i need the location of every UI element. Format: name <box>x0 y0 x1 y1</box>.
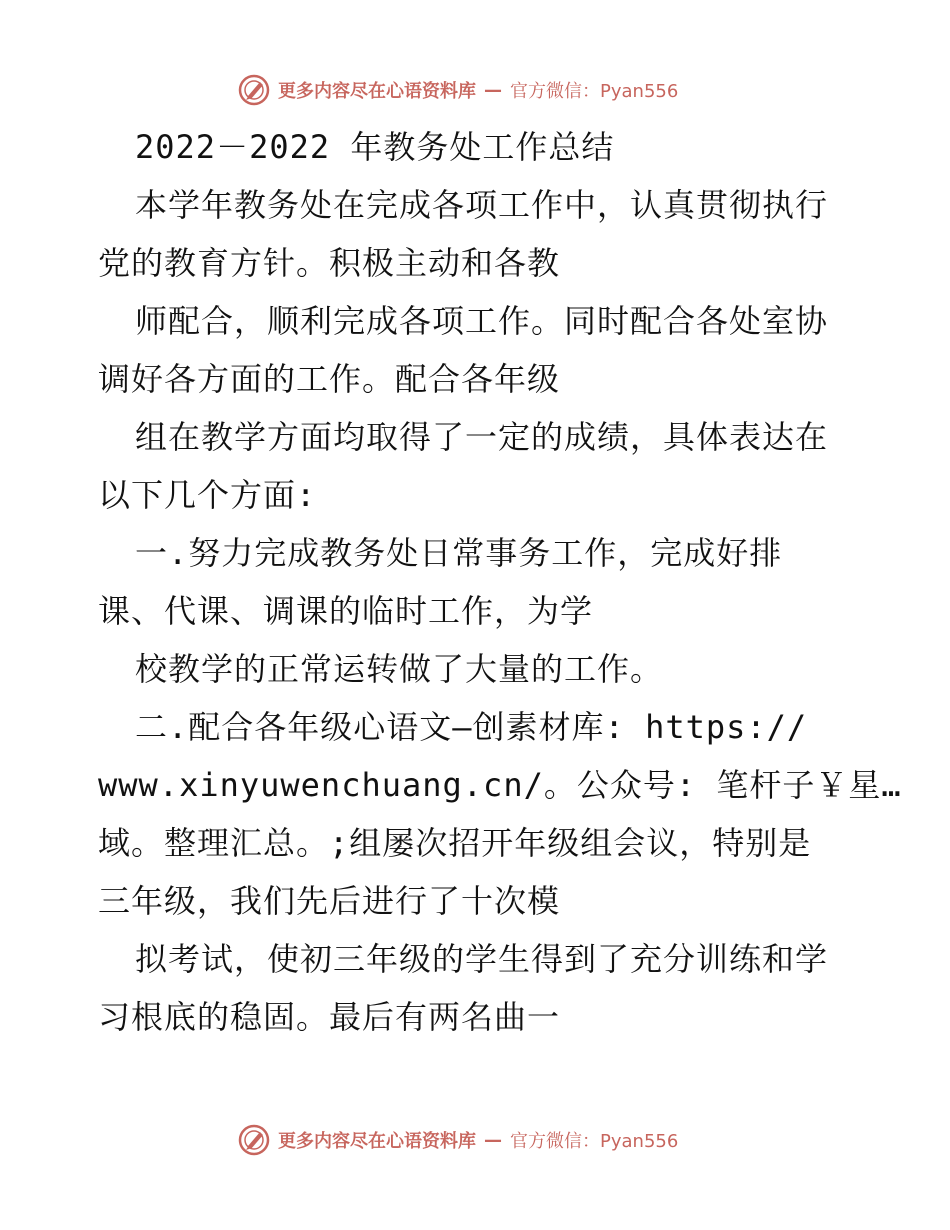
paragraph-line: 调好各方面的工作。配合各年级 <box>98 360 561 398</box>
paragraph-line: 拟考试，使初三年级的学生得到了充分训练和学 <box>135 940 829 978</box>
paragraph-line: 二.配合各年级心语文—创素材库: https:// <box>135 708 808 746</box>
watermark-brand-text: 更多内容尽在心语资料库 <box>278 81 476 102</box>
paragraph-line: 一.努力完成教务处日常事务工作，完成好排 <box>135 534 783 572</box>
watermark-dash: — <box>484 79 502 101</box>
paragraph-line: 本学年教务处在完成各项工作中，认真贯彻执行 <box>135 186 829 224</box>
paragraph-line: 习根底的稳固。最后有两名曲一 <box>98 998 561 1036</box>
watermark-contact-text: 官方微信：Pyan556 <box>510 81 679 102</box>
paragraph-line: 师配合，顺利完成各项工作。同时配合各处室协 <box>135 302 829 340</box>
paragraph-line: 域。整理汇总。;组屡次招开年级组会议，特别是 <box>98 824 812 862</box>
paragraph-line: 党的教育方针。积极主动和各教 <box>98 244 561 282</box>
watermark-header <box>236 72 678 108</box>
paragraph-line: www.xinyuwenchuang.cn/。公众号: 笔杆子￥星… <box>98 766 902 804</box>
document-title: 2022－2022 年教务处工作总结 <box>135 128 615 166</box>
paragraph-line: 三年级，我们先后进行了十次模 <box>98 882 561 920</box>
watermark-footer <box>236 1122 678 1158</box>
watermark-brand-text: 更多内容尽在心语资料库 <box>278 1131 476 1152</box>
watermark-dash: — <box>484 1129 502 1151</box>
watermark-contact-text: 官方微信：Pyan556 <box>510 1131 679 1152</box>
paragraph-line: 组在教学方面均取得了一定的成绩，具体表达在 <box>135 418 829 456</box>
paragraph-line: 校教学的正常运转做了大量的工作。 <box>135 650 664 688</box>
seal-pen-icon <box>236 1122 272 1158</box>
paragraph-line: 课、代课、调课的临时工作，为学 <box>98 592 594 630</box>
seal-pen-icon <box>236 72 272 108</box>
paragraph-line: 以下几个方面: <box>98 476 317 514</box>
